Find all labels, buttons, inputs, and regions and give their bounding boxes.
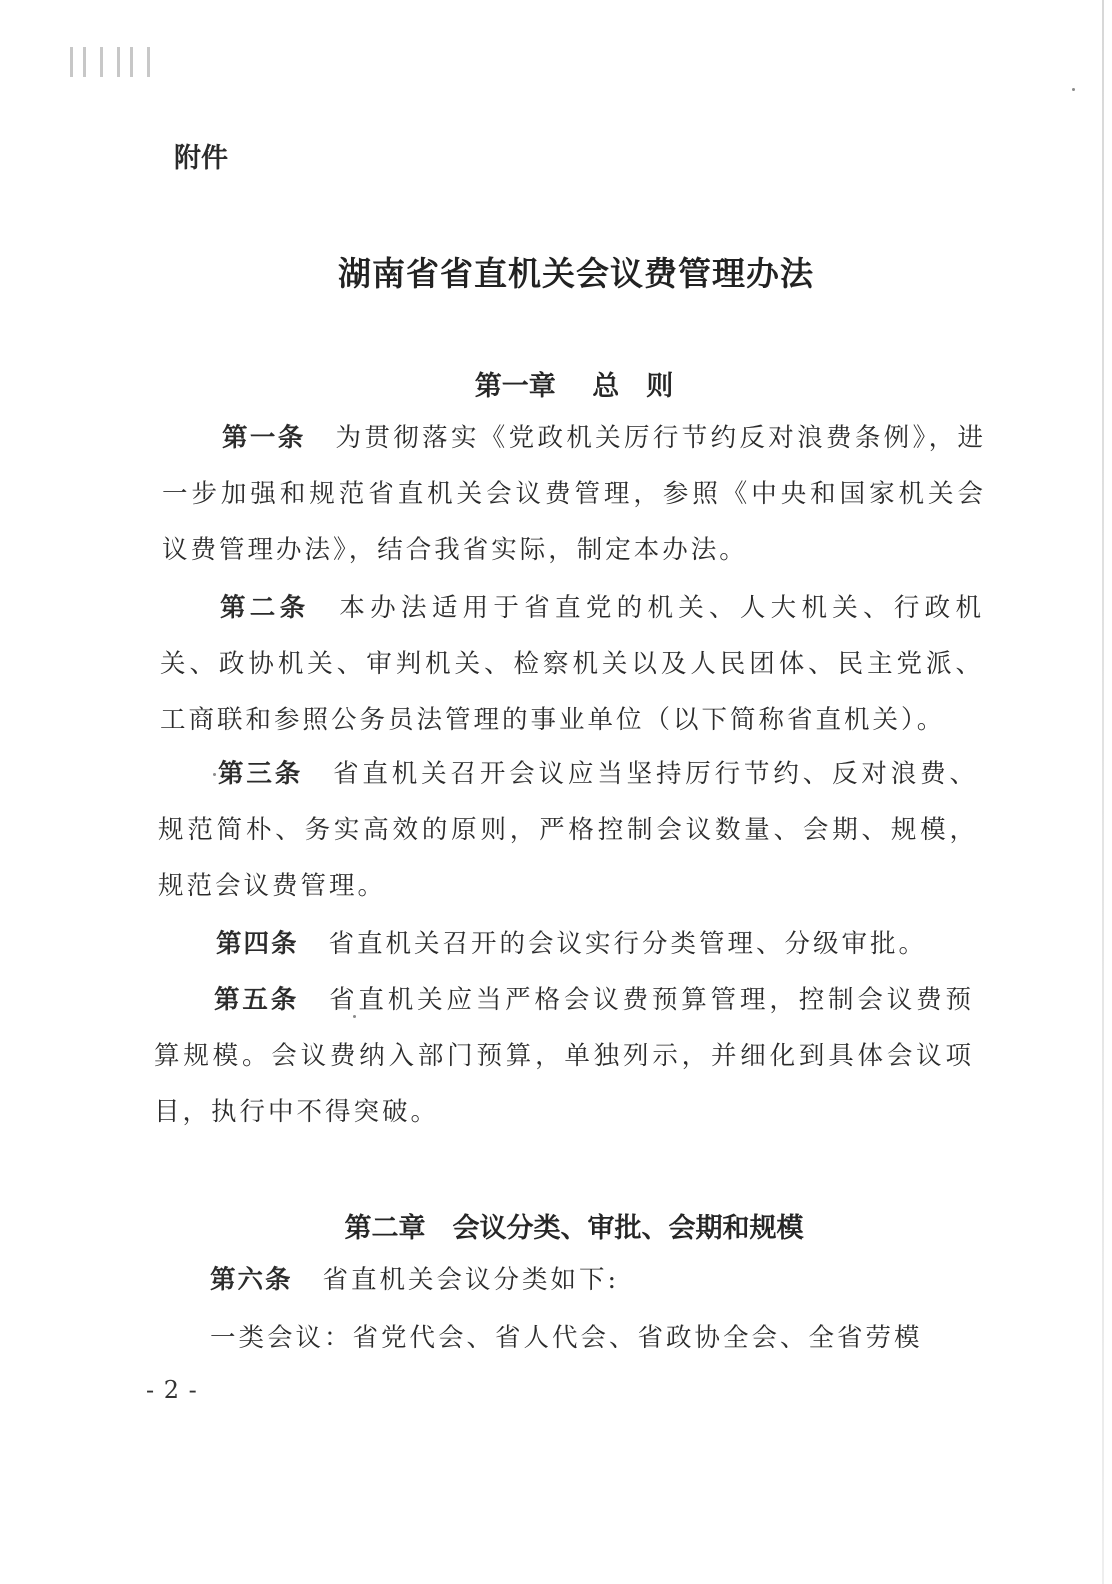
article-2 <box>160 580 984 748</box>
stamp-stroke <box>100 47 103 77</box>
article-label: 第一条 <box>222 423 306 453</box>
article-text: 省直机关召开会议应当坚持厉行节约、反对浪费、规范简朴、务实高效的原则，严格控制会议数量、会期、规模，规范会议费管理。 <box>158 759 978 901</box>
scan-speck <box>213 773 216 776</box>
page-number: - 2 - <box>146 1376 198 1404</box>
page-edge-shadow <box>1102 0 1104 1584</box>
article-text: 为贯彻落实《党政机关厉行节约反对浪费条例》，进一步加强和规范省直机关会议费管理，参照《中央和国家机关会议费管理办法》，结合我省实际，制定本办法。 <box>162 423 986 565</box>
article-text: 本办法适用于省直党的机关、人大机关、行政机关、政协机关、审判机关、检察机关以及人民团体、民主党派、工商联和参照公务员法管理的事业单位（以下简称省直机关）。 <box>160 593 984 735</box>
article-label: 第三条 <box>218 759 304 789</box>
article-label: 第六条 <box>210 1265 293 1295</box>
document-title: 湖南省省直机关会议费管理办法 <box>338 254 814 293</box>
article-text: 省直机关召开的会议实行分类管理、分级审批。 <box>328 929 928 959</box>
stamp-stroke <box>117 47 133 77</box>
article-label: 第四条 <box>216 929 299 959</box>
article-label: 第二条 <box>220 593 310 623</box>
attachment-label: 附件 <box>174 143 228 174</box>
chapter-heading-1: 第一章 总 则 <box>474 371 674 402</box>
article-5 <box>154 972 974 1140</box>
article-text: 省直机关会议分类如下: <box>322 1265 620 1295</box>
stamp-stroke <box>70 47 86 77</box>
article-4 <box>156 916 976 972</box>
article-1 <box>162 410 986 578</box>
article-text: 省直机关应当严格会议费预算管理，控制会议费预算规模。会议费纳入部门预算，单独列示，并细化到具体会议项目，执行中不得突破。 <box>154 985 974 1127</box>
article-label: 第五条 <box>214 985 300 1015</box>
chapter-heading-2: 第二章 会议分类、审批、会期和规模 <box>344 1213 804 1244</box>
continuation-paragraph: 一类会议：省党代会、省人代会、省政协全会、全省劳模 <box>210 1323 923 1353</box>
article-6 <box>150 1252 970 1308</box>
faded-stamp-mark <box>70 42 270 82</box>
scan-speck <box>1072 88 1075 91</box>
stamp-stroke <box>147 47 150 77</box>
article-3 <box>158 746 978 914</box>
scan-speck <box>353 1015 356 1018</box>
